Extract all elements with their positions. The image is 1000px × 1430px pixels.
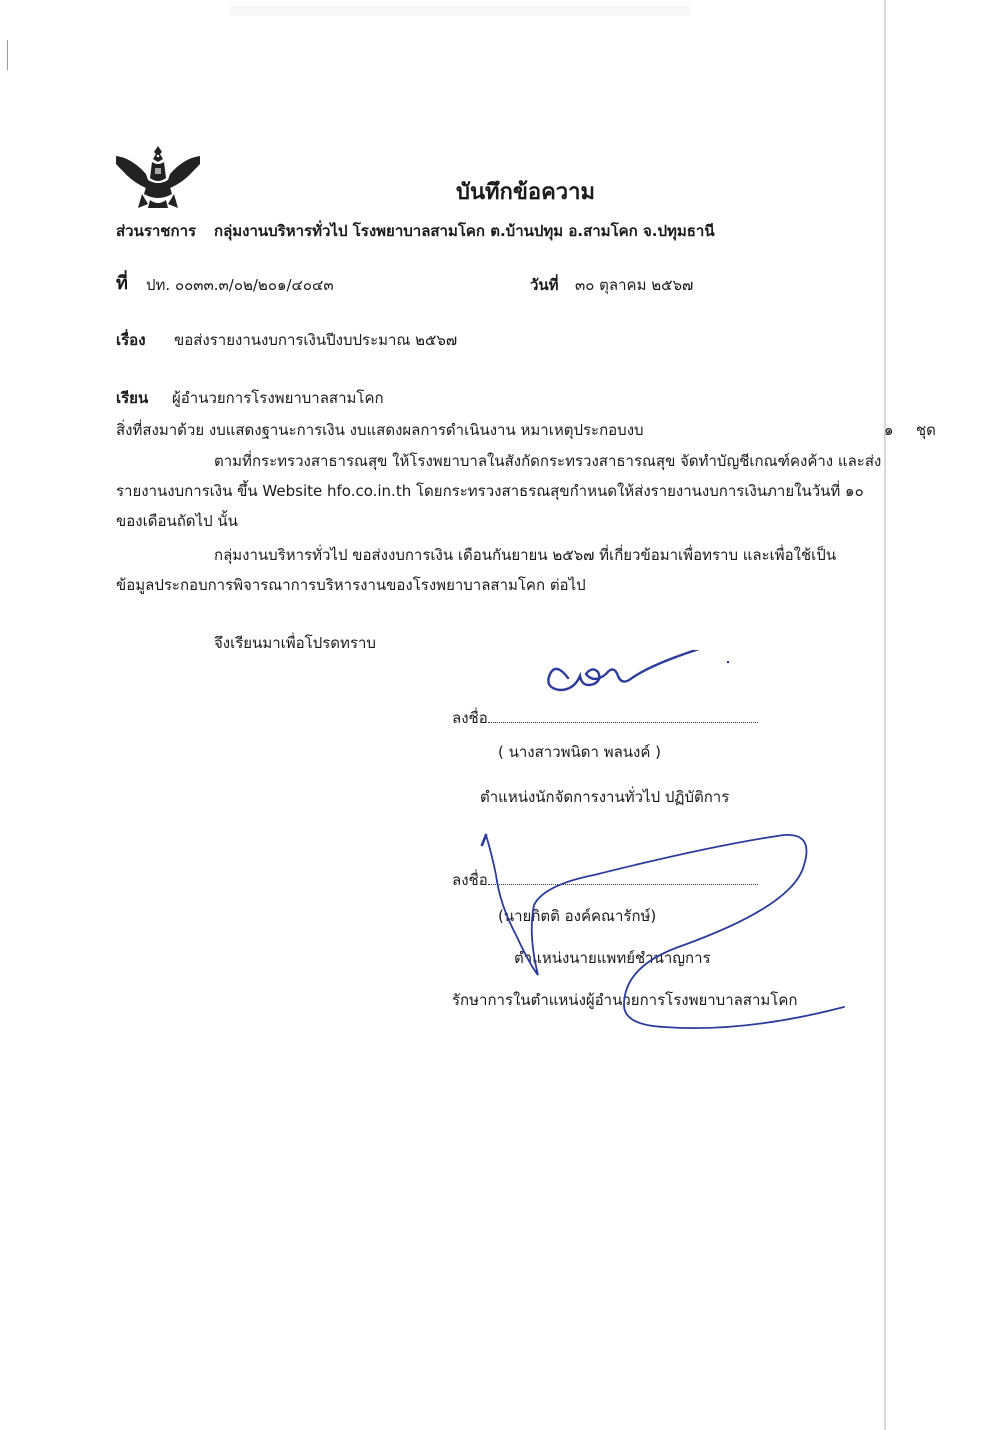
enclosure-unit: ชุด [916, 421, 936, 439]
document-title: บันทึกข้อความ [456, 180, 596, 205]
signatory-1-name: ( นางสาวพนิดา พลนงค์ ) [498, 743, 662, 761]
signatory-2-name: (นายกิตติ องค์คณารักษ์) [498, 907, 657, 925]
doc-number-label: ที่ [116, 273, 128, 294]
signatory-1-position: ตำแหน่งนักจัดการงานทั่วไป ปฏิบัติการ [480, 788, 730, 806]
handwritten-signature-1 [540, 650, 740, 700]
recipient-label: เรียน [116, 389, 149, 407]
signature-1-line [452, 708, 758, 728]
subject-label: เรื่อง [116, 331, 146, 349]
scan-mark [7, 40, 8, 70]
enclosure-count: ๑ [884, 421, 894, 439]
scan-artifact [230, 6, 690, 16]
paragraph-1-line-1: ตามที่กระทรวงสาธารณสุข ให้โรงพยาบาลในสังกัดกระทรวงสาธารณสุข จัดทำบัญชีเกณฑ์คงค้าง และส่ง [214, 452, 882, 470]
paragraph-1-line-3: ของเดือนถัดไป นั้น [116, 512, 238, 530]
scan-fold-line [884, 0, 886, 1430]
paragraph-2-line-1: กลุ่มงานบริหารทั่วไป ขอส่งงบการเงิน เดือนกันยายน ๒๕๖๗ ที่เกี่ยวข้อมาเพื่อทราบ และเพื่อใช้เป็น [214, 546, 837, 564]
signature-1-dotted-line [488, 722, 758, 723]
recipient-value: ผู้อำนวยการโรงพยาบาลสามโคก [172, 389, 384, 407]
enclosure-text: สิ่งที่สงมาด้วย งบแสดงฐานะการเงิน งบแสดงผลการดำเนินงาน หมาเหตุประกอบงบ [116, 421, 644, 439]
paragraph-1-line-2: รายงานงบการเงิน ขึ้น Website hfo.co.in.th โดยกระทรวงสาธรณสุขกำหนดให้ส่งรายงานงบการเงินภายในวันที่ ๑๐ [116, 482, 864, 500]
closing-text: จึงเรียนมาเพื่อโปรดทราบ [214, 634, 376, 652]
paragraph-2-line-2: ข้อมูลประกอบการพิจารณาการบริหารงานของโรงพยาบาลสามโคก ต่อไป [116, 576, 586, 594]
handwritten-signature-2 [470, 815, 860, 1055]
garuda-emblem-icon [112, 142, 204, 212]
signatory-2-acting-position: รักษาการในตำแหน่งผู้อำนวยการโรงพยาบาลสามโคก [452, 991, 798, 1009]
subject-value: ขอส่งรายงานงบการเงินปีงบประมาณ ๒๕๖๗ [174, 331, 458, 349]
department-label: ส่วนราชการ [116, 222, 197, 240]
date-value: ๓๐ ตุลาคม ๒๕๖๗ [575, 276, 694, 294]
department-value: กลุ่มงานบริหารทั่วไป โรงพยาบาลสามโคก ต.บ้านปทุม อ.สามโคก จ.ปทุมธานี [214, 222, 715, 240]
date-label: วันที่ [530, 276, 559, 294]
signature-1-label: ลงชื่อ [452, 709, 488, 727]
doc-number-value: ปท. ๐๐๓๓.๓/๐๒/๒๐๑/๔๐๔๓ [146, 276, 334, 294]
signatory-2-position: ตำแหน่งนายแพทย์ชำนาญการ [514, 949, 711, 967]
signature-2-label: ลงชื่อ [452, 871, 488, 889]
